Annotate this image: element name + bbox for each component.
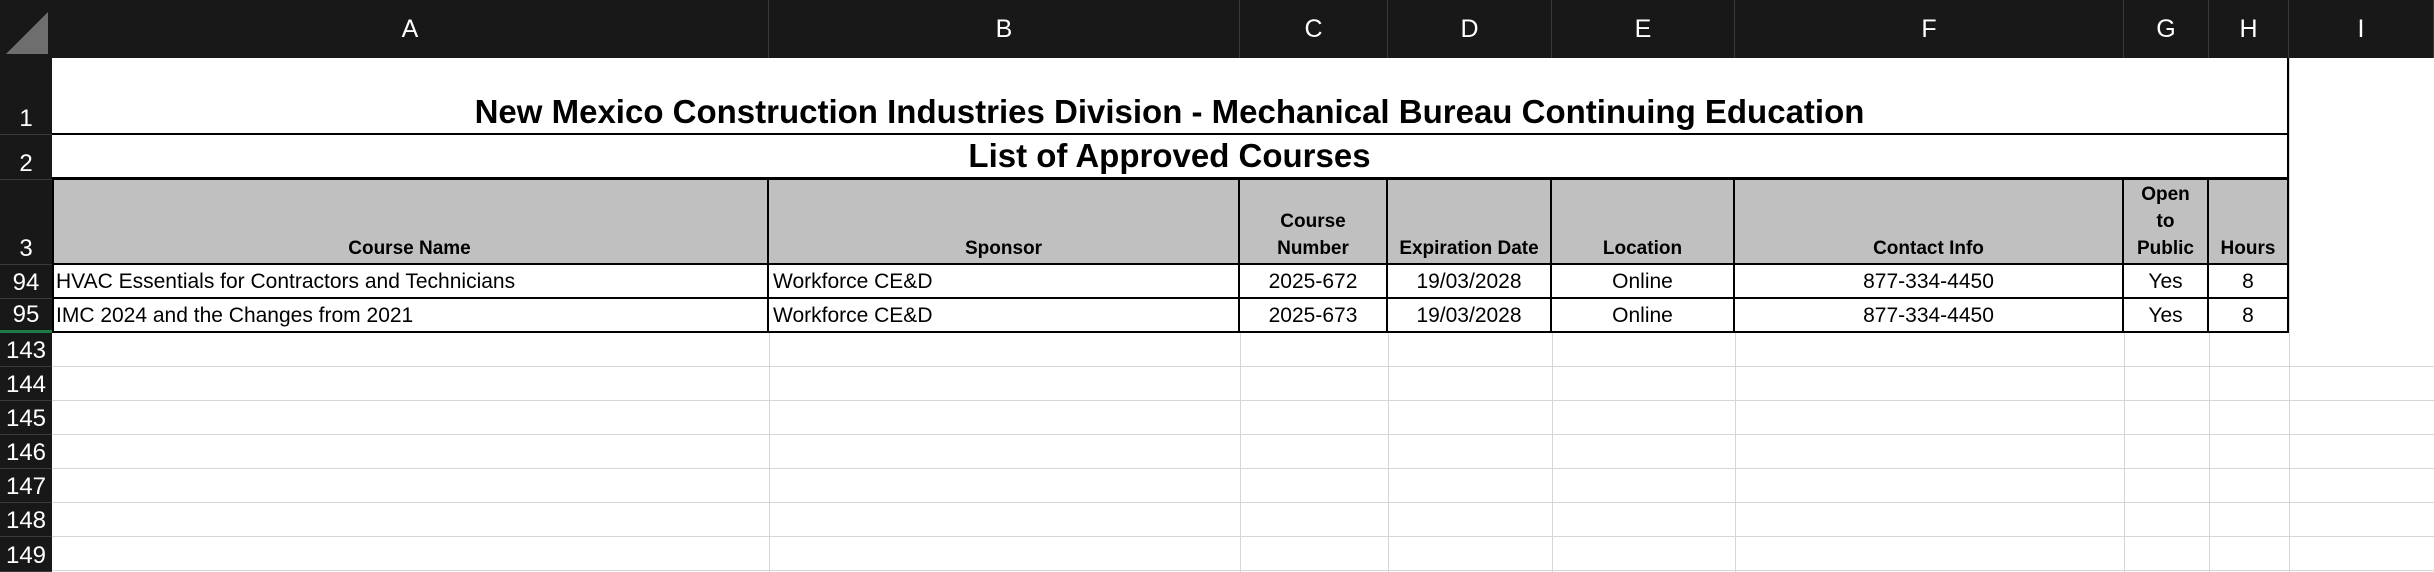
column-header-i[interactable]: I (2289, 0, 2434, 58)
column-header-d[interactable]: D (1388, 0, 1552, 58)
cell-course-name[interactable]: HVAC Essentials for Contractors and Technicians (52, 265, 769, 299)
cell-sponsor[interactable]: Workforce CE&D (769, 299, 1240, 333)
cell-contact-info[interactable]: 877-334-4450 (1735, 265, 2124, 299)
row-header-145[interactable]: 145 (0, 401, 52, 435)
gridline (52, 502, 2434, 503)
header-hours[interactable]: Hours (2209, 180, 2289, 265)
column-header-f[interactable]: F (1735, 0, 2124, 58)
column-header-g[interactable]: G (2124, 0, 2209, 58)
header-course-name[interactable]: Course Name (52, 180, 769, 265)
cell-course-number[interactable]: 2025-672 (1240, 265, 1388, 299)
cell-course-number[interactable]: 2025-673 (1240, 299, 1388, 333)
row-header-143[interactable]: 143 (0, 333, 52, 367)
sheet-subtitle[interactable]: List of Approved Courses (52, 135, 2289, 180)
table-left-border (52, 180, 54, 333)
column-header-a[interactable]: A (52, 0, 769, 58)
gridline (2289, 58, 2290, 572)
select-all-corner[interactable] (0, 0, 53, 58)
cell-open-to-public[interactable]: Yes (2124, 265, 2209, 299)
cell-location[interactable]: Online (1552, 265, 1735, 299)
row-header-147[interactable]: 147 (0, 469, 52, 503)
cell-hours[interactable]: 8 (2209, 299, 2289, 333)
gridline (52, 468, 2434, 469)
gridline (52, 536, 2434, 537)
cell-contact-info[interactable]: 877-334-4450 (1735, 299, 2124, 333)
row-header-3[interactable]: 3 (0, 180, 52, 265)
header-contact-info[interactable]: Contact Info (1735, 180, 2124, 265)
header-location[interactable]: Location (1552, 180, 1735, 265)
header-expiration-date[interactable]: Expiration Date (1388, 180, 1552, 265)
header-open-to-public[interactable]: Open to Public (2124, 180, 2209, 265)
gridline (52, 434, 2434, 435)
cell-location[interactable]: Online (1552, 299, 1735, 333)
header-course-number[interactable]: Course Number (1240, 180, 1388, 265)
cell-hours[interactable]: 8 (2209, 265, 2289, 299)
column-header-h[interactable]: H (2209, 0, 2289, 58)
row-header-144[interactable]: 144 (0, 367, 52, 401)
gridline (52, 400, 2434, 401)
cell-sponsor[interactable]: Workforce CE&D (769, 265, 1240, 299)
cell-expiration-date[interactable]: 19/03/2028 (1388, 265, 1552, 299)
column-header-e[interactable]: E (1552, 0, 1735, 58)
sheet-title[interactable]: New Mexico Construction Industries Division - Mechanical Bureau Continuing Education (52, 58, 2289, 135)
row-header-146[interactable]: 146 (0, 435, 52, 469)
select-all-triangle-icon (6, 12, 48, 54)
row-header-148[interactable]: 148 (0, 503, 52, 537)
row-header-1[interactable]: 1 (0, 58, 52, 135)
cell-open-to-public[interactable]: Yes (2124, 299, 2209, 333)
row-header-149[interactable]: 149 (0, 537, 52, 572)
gridline (52, 366, 2434, 367)
gridline (52, 570, 2434, 571)
column-header-c[interactable]: C (1240, 0, 1388, 58)
column-header-b[interactable]: B (769, 0, 1240, 58)
cell-expiration-date[interactable]: 19/03/2028 (1388, 299, 1552, 333)
row-header-95[interactable]: 95 (0, 299, 52, 333)
row-header-2[interactable]: 2 (0, 135, 52, 180)
cell-course-name[interactable]: IMC 2024 and the Changes from 2021 (52, 299, 769, 333)
row-header-94[interactable]: 94 (0, 265, 52, 299)
header-sponsor[interactable]: Sponsor (769, 180, 1240, 265)
